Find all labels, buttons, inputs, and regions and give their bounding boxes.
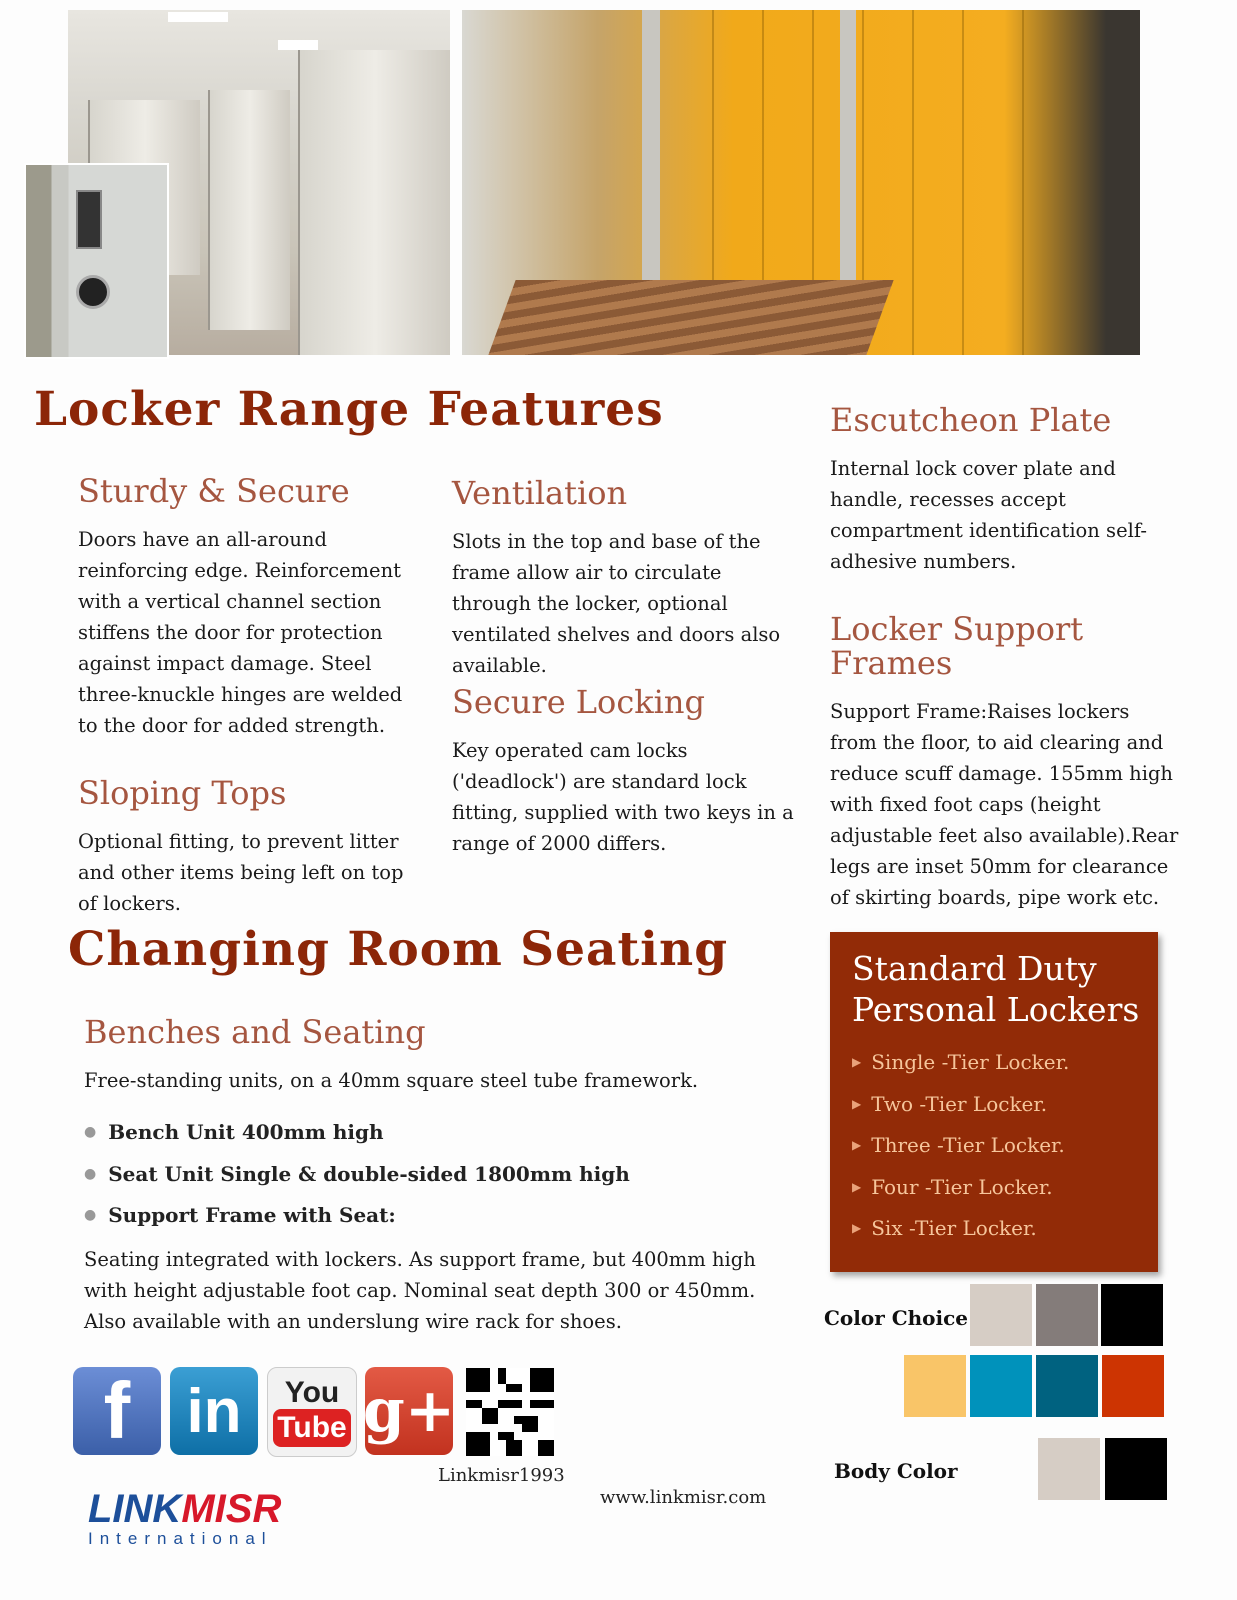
section-text: Internal lock cover plate and handle, recesses accept compartment identification self-adhesive numbers. — [830, 457, 1147, 573]
section-text: Slots in the top and base of the frame allow air to circulate through the locker, optional ventilated shelves and doors also available. — [452, 530, 781, 677]
color-swatch — [970, 1284, 1032, 1346]
bullet-item: ● Support Frame with Seat: — [84, 1203, 396, 1227]
section-heading: Locker Support Frames — [830, 610, 1084, 682]
section-text: Key operated cam locks ('deadlock') are standard lock fitting, supplied with two keys in a range of 2000 differs. — [452, 739, 794, 855]
arrow-icon: ▶ — [852, 1221, 862, 1235]
seating-intro: Free-standing units, on a 40mm square steel tube framework. — [84, 1069, 699, 1092]
locker-type-item: ▶ Single -Tier Locker. — [852, 1050, 1070, 1074]
color-swatch — [904, 1355, 966, 1417]
locker-type-item: ▶ Two -Tier Locker. — [852, 1091, 1048, 1116]
color-swatch — [1101, 1284, 1163, 1346]
bullet-item: ● Bench Unit 400mm high — [84, 1120, 384, 1144]
bullet-item: ● Seat Unit Single & double-sided 1800mm high — [84, 1161, 630, 1186]
locker-type-item: ▶ Three -Tier Locker. — [852, 1133, 1065, 1157]
website-link[interactable]: www.linkmisr.com — [600, 1487, 767, 1508]
body-color-swatch — [1105, 1438, 1167, 1500]
qr-code-icon[interactable] — [466, 1368, 554, 1456]
color-swatch — [970, 1355, 1032, 1417]
seating-detail: Seating integrated with lockers. As support frame, but 400mm high with height adjustable foot cap. Nominal seat depth 300 or 450mm. Also available with an underslung wire rack for shoes. — [84, 1248, 756, 1333]
seating-heading: Benches and Seating — [84, 1013, 426, 1051]
googleplus-icon[interactable]: g+ — [365, 1367, 453, 1455]
color-swatch — [1036, 1284, 1098, 1346]
arrow-icon: ▶ — [852, 1179, 862, 1194]
section-text: Optional fitting, to prevent litter and other items being left on top of lockers. — [78, 830, 404, 915]
arrow-icon: ▶ — [852, 1096, 862, 1111]
yellow-lockers-photo — [462, 10, 1140, 355]
locker-type-item: ▶ Six -Tier Locker. — [852, 1216, 1037, 1240]
duty-box-title: Standard Duty Personal Lockers — [852, 949, 1140, 1029]
body-color-swatch — [1038, 1438, 1100, 1500]
color-choice-label: Color Choice — [824, 1306, 968, 1330]
arrow-icon: ▶ — [852, 1055, 862, 1069]
combination-lock-photo — [24, 163, 169, 359]
color-swatch — [1102, 1355, 1164, 1417]
section-heading: Secure Locking — [452, 683, 705, 721]
standard-duty-lockers-box — [830, 932, 1158, 1272]
section-heading: Ventilation — [452, 474, 628, 512]
section-text: Support Frame:Raises lockers from the floor, to aid clearing and reduce scuff damage. 155mm high with fixed foot caps (height adjustable feet also available).Rear legs are inset 50mm for clearance of skirting boards, pipe work etc. — [830, 700, 1179, 909]
body-color-label: Body Color — [834, 1459, 958, 1483]
seating-bullets — [84, 1120, 630, 1245]
qr-caption: Linkmisr1993 — [438, 1465, 565, 1486]
section-heading: Escutcheon Plate — [830, 401, 1112, 439]
locker-features-title: Locker Range Features — [34, 382, 664, 437]
linkmisr-logo: LINKMISR International — [88, 1487, 282, 1548]
facebook-icon[interactable]: f — [73, 1367, 161, 1455]
seating-title: Changing Room Seating — [68, 922, 729, 977]
linkedin-icon[interactable]: in — [170, 1367, 258, 1455]
locker-type-item: ▶ Four -Tier Locker. — [852, 1174, 1053, 1199]
section-heading: Sturdy & Secure — [78, 472, 350, 510]
section-heading: Sloping Tops — [78, 774, 287, 812]
arrow-icon: ▶ — [852, 1138, 862, 1152]
section-text: Doors have an all-around reinforcing edge. Reinforcement with a vertical channel section stiffens the door for protection against impact damage. Steel three-knuckle hinges are welded to the door for added strength. — [78, 528, 403, 737]
color-swatch — [1036, 1355, 1098, 1417]
youtube-icon[interactable]: You Tube — [267, 1367, 357, 1457]
